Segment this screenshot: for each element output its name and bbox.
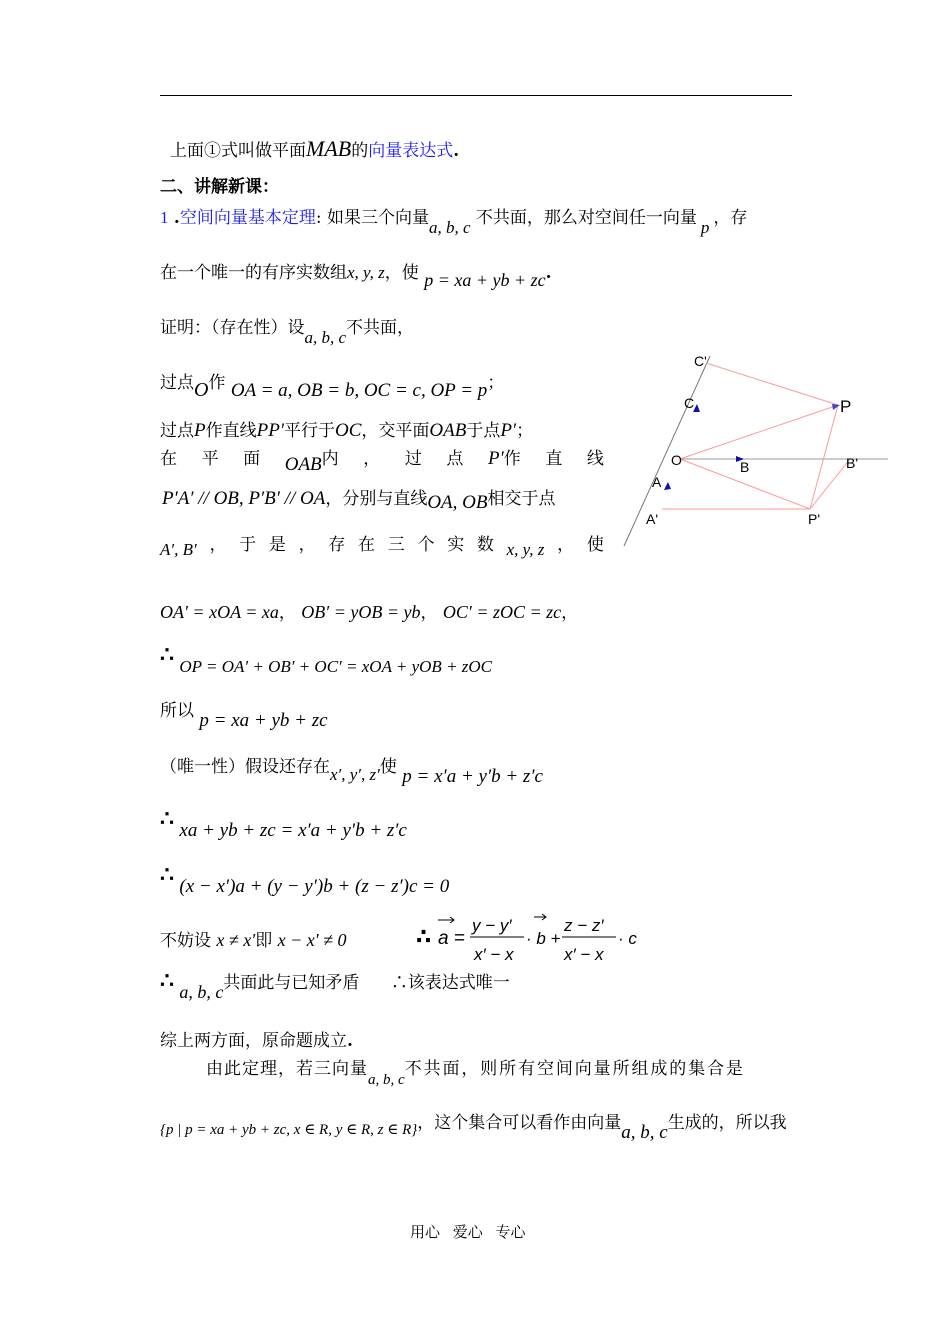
- point-o: O: [194, 379, 209, 401]
- proof-line15: [160, 1026, 353, 1051]
- proof-l6-d: ，: [298, 535, 316, 555]
- theorem-eq: p = xa + yb + zc: [424, 270, 546, 290]
- theorem-text2: 不共面，那么对空间任一向量: [475, 208, 697, 228]
- vector-arrow-icon: [534, 914, 546, 920]
- proof-l10-prefix: （唯一性）假设还存在: [160, 757, 330, 777]
- therefore-icon: ∴: [416, 924, 432, 949]
- line-c-prime-p: [706, 363, 838, 405]
- l17-a: ，这个集合可以看作由向量: [417, 1113, 622, 1133]
- line-pp: PP′: [256, 420, 284, 441]
- label-a-prime: A': [646, 511, 659, 527]
- proof-l2-prefix: 过点: [160, 373, 194, 393]
- point-p-prime: P′: [500, 420, 517, 441]
- line-p-prime-b-prime: [810, 459, 850, 509]
- footer-text: 用心 爱心 专心: [410, 1223, 526, 1241]
- conclusion-text: 综上两方面，原命题成立: [160, 1031, 347, 1051]
- proof-line10: [160, 752, 543, 787]
- equals-sign: =: [454, 928, 466, 949]
- frac2-numerator: z − z′: [564, 916, 604, 935]
- label-b: B: [740, 459, 750, 475]
- label-c-prime: C': [694, 353, 707, 369]
- frac2-denominator: x′ − x: [564, 945, 604, 964]
- proof-l3-b: 作直线: [205, 421, 257, 441]
- theorem-line2-prefix: 在一个唯一的有序实数组: [160, 263, 347, 283]
- proof-l13-mid: 即: [255, 931, 273, 951]
- plane-oab: OAB: [429, 420, 467, 441]
- arrow-p-icon: [832, 404, 840, 410]
- proof-l3-a: 过点: [160, 421, 194, 441]
- label-o: O: [671, 452, 682, 468]
- l17-b: 生成的，所以我: [667, 1113, 787, 1133]
- proof-l3-e: 于点: [466, 421, 501, 441]
- comma-2: ，: [420, 603, 438, 623]
- proof-line16: [206, 1054, 745, 1088]
- label-a: A: [652, 474, 662, 490]
- proof-l6-l: 使: [586, 535, 604, 555]
- vars-prime: x′, y′, z′: [330, 765, 380, 784]
- conclusion-end: .: [347, 1031, 353, 1051]
- eq-ob-prime: OB′ = yOB = yb: [301, 602, 421, 622]
- proof-l3-c: 平行于: [283, 421, 335, 441]
- proof-line17: [160, 1108, 787, 1143]
- l16-b: 不共面，则所有空间向量所组成的集合是: [404, 1059, 745, 1079]
- proof-line12: [160, 862, 450, 897]
- proof-l1-suffix: 不共面，: [346, 318, 415, 338]
- lines-oa-ob: OA, OB: [427, 492, 488, 513]
- term-b: · b +: [526, 929, 561, 948]
- therefore-symbol: ∴: [160, 862, 174, 888]
- proof-l1-vecs: a, b, c: [304, 328, 347, 347]
- therefore-symbol: ∴: [160, 806, 174, 832]
- proof-l4-j: 线: [586, 449, 604, 469]
- proof-l4-d: 内: [321, 449, 339, 469]
- theorem-number: 1: [160, 208, 169, 227]
- theorem-text3: ，存: [713, 208, 748, 228]
- proof-line5: [162, 484, 556, 513]
- proof-l4-a: 在: [160, 449, 177, 469]
- therefore-symbol: ∴: [160, 968, 174, 994]
- proof-l4-e: ，: [363, 449, 381, 469]
- theorem-line1: 1 .空间向量基本定理: 如果三个向量a, b, c 不共面，那么对空间任一向量 p ，存: [160, 208, 748, 237]
- vec-a: a: [438, 928, 449, 949]
- label-p: P: [840, 397, 852, 416]
- comma-3: ，: [561, 603, 579, 623]
- fraction-svg: [416, 910, 646, 970]
- proof-line7: [160, 598, 578, 623]
- proof-l1-prefix: 证明：（存在性）设: [160, 318, 305, 338]
- proof-l5-end: 相交于点: [487, 489, 556, 509]
- header-rule: [160, 95, 792, 96]
- comma-1: ，: [278, 603, 296, 623]
- theorem-title[interactable]: 空间向量基本定理: [179, 208, 316, 228]
- eq-equal-expr: xa + yb + zc = x′a + y′b + z′c: [179, 820, 407, 841]
- vecs-abc-3: a, b, c: [621, 1122, 668, 1143]
- proof-line6: [160, 530, 604, 559]
- theorem-text1: 如果三个向量: [326, 208, 429, 228]
- line-op: [680, 405, 838, 459]
- proof-l6-f: 在: [358, 535, 376, 555]
- eq-op-sum: OP = OA′ + OB′ + OC′ = xOA + yOB + zOC: [179, 657, 493, 676]
- points-a-b-prime: A′, B′: [160, 540, 197, 559]
- label-b-prime: B': [846, 455, 859, 471]
- frac1-denominator: x′ − x: [474, 945, 514, 964]
- l16-a: 由此定理，若三向量: [206, 1059, 368, 1079]
- proof-l6-a: ，: [209, 535, 227, 555]
- eq-diff-zero: (x − x′)a + (y − y′)b + (z − z′)c = 0: [179, 876, 450, 897]
- figure-svg: [615, 345, 895, 555]
- proof-l4-c: 面: [243, 449, 261, 469]
- vecs-abc: a, b, c: [179, 982, 224, 1002]
- fraction-expression: [416, 910, 646, 975]
- term-c: · c: [618, 929, 637, 948]
- proof-l2-eq: OA = a, OB = b, OC = c, OP = p: [230, 380, 488, 401]
- proof-l9-prefix: 所以: [160, 701, 194, 721]
- proof-l6-i: 实: [447, 535, 465, 555]
- proof-l2-end: ；: [487, 373, 505, 393]
- theorem-p: p: [700, 218, 710, 237]
- plane-mab: MAB: [306, 136, 352, 161]
- proof-l6-h: 个: [417, 535, 435, 555]
- proof-l10-mid: 使: [379, 757, 397, 777]
- section-heading: 二、讲解新课：: [160, 177, 279, 197]
- intro-end: .: [453, 141, 460, 161]
- intro-line: [170, 136, 459, 162]
- point-p-prime-2: P′: [487, 448, 504, 469]
- contradiction-text: 共面此与已知矛盾: [223, 973, 360, 993]
- proof-line3: [160, 416, 533, 442]
- label-c: C: [684, 395, 695, 411]
- proof-l3-d: ，交平面: [361, 421, 430, 441]
- point-p: P: [194, 420, 206, 441]
- proof-l4-g: 点: [446, 449, 464, 469]
- proof-line14: [160, 968, 510, 1002]
- cond-x-ne: x ≠ x′: [216, 930, 256, 950]
- intro-text: 上面①式叫做平面: [170, 141, 306, 161]
- proof-l4-f: 过: [404, 449, 422, 469]
- eq-oa-prime: OA′ = xOA = xa: [160, 602, 279, 622]
- proof-l6-b: 于: [239, 535, 257, 555]
- proof-l5-mid: ，分别与直线: [325, 489, 428, 509]
- vector-expression-link[interactable]: 向量表达式: [368, 141, 454, 161]
- proof-l4-i: 直: [545, 449, 563, 469]
- theorem-xyz: x, y, z: [347, 263, 385, 282]
- proof-line8: [160, 642, 493, 676]
- cond-diff-ne: x − x′ ≠ 0: [277, 930, 347, 950]
- proof-l6-c: 是: [268, 535, 286, 555]
- proof-l4-b: 平: [201, 449, 219, 469]
- proof-line2: [160, 368, 505, 401]
- unique-text: ∴该表达式唯一: [390, 973, 510, 993]
- proof-l6-k: ，: [557, 535, 575, 555]
- arrow-a-icon: [664, 482, 671, 490]
- proof-l6-g: 三: [387, 535, 405, 555]
- set-expression: {p | p = xa + yb + zc, x ∈ R, y ∈ R, z ∈ R}: [160, 1122, 418, 1138]
- proof-l6-j: 数: [476, 535, 494, 555]
- real-xyz: x, y, z: [506, 540, 545, 559]
- line-oa-extended: [624, 356, 710, 546]
- proof-l3-f: ；: [516, 421, 534, 441]
- line-p-prime-p: [810, 405, 838, 509]
- proof-line11: [160, 806, 407, 841]
- frac1-numerator: y − y′: [472, 916, 512, 935]
- theorem-shi: ，使: [384, 263, 419, 283]
- proof-l6-e: 存: [328, 535, 346, 555]
- proof-line1: [160, 313, 415, 347]
- theorem-line2: [160, 258, 552, 290]
- eq-p-xyz: p = xa + yb + zc: [199, 710, 328, 731]
- vector-arrow-icon: [438, 917, 454, 923]
- label-p-prime: P': [808, 511, 821, 527]
- geometry-figure: [615, 345, 895, 560]
- therefore-symbol: ∴: [160, 642, 174, 668]
- theorem-end: .: [545, 263, 552, 283]
- eq-p-prime: p = x′a + y′b + z′c: [402, 766, 543, 787]
- plane-oab-2: OAB: [284, 454, 322, 475]
- proof-line4: [160, 444, 604, 475]
- proof-l2-mid: 作: [208, 373, 226, 393]
- line-oc: OC: [334, 420, 362, 441]
- parallel-eq: P′A′ // OB, P′B′ // OA: [162, 488, 326, 509]
- theorem-vecs: a, b, c: [428, 218, 471, 237]
- proof-line9: [160, 696, 328, 731]
- proof-l13-prefix: 不妨设: [160, 931, 211, 951]
- intro-mid: 的: [351, 141, 369, 161]
- eq-oc-prime: OC′ = zOC = zc: [442, 602, 562, 622]
- proof-line13: [160, 926, 347, 951]
- vecs-abc-2: a, b, c: [368, 1072, 405, 1088]
- proof-l4-h: 作: [503, 449, 521, 469]
